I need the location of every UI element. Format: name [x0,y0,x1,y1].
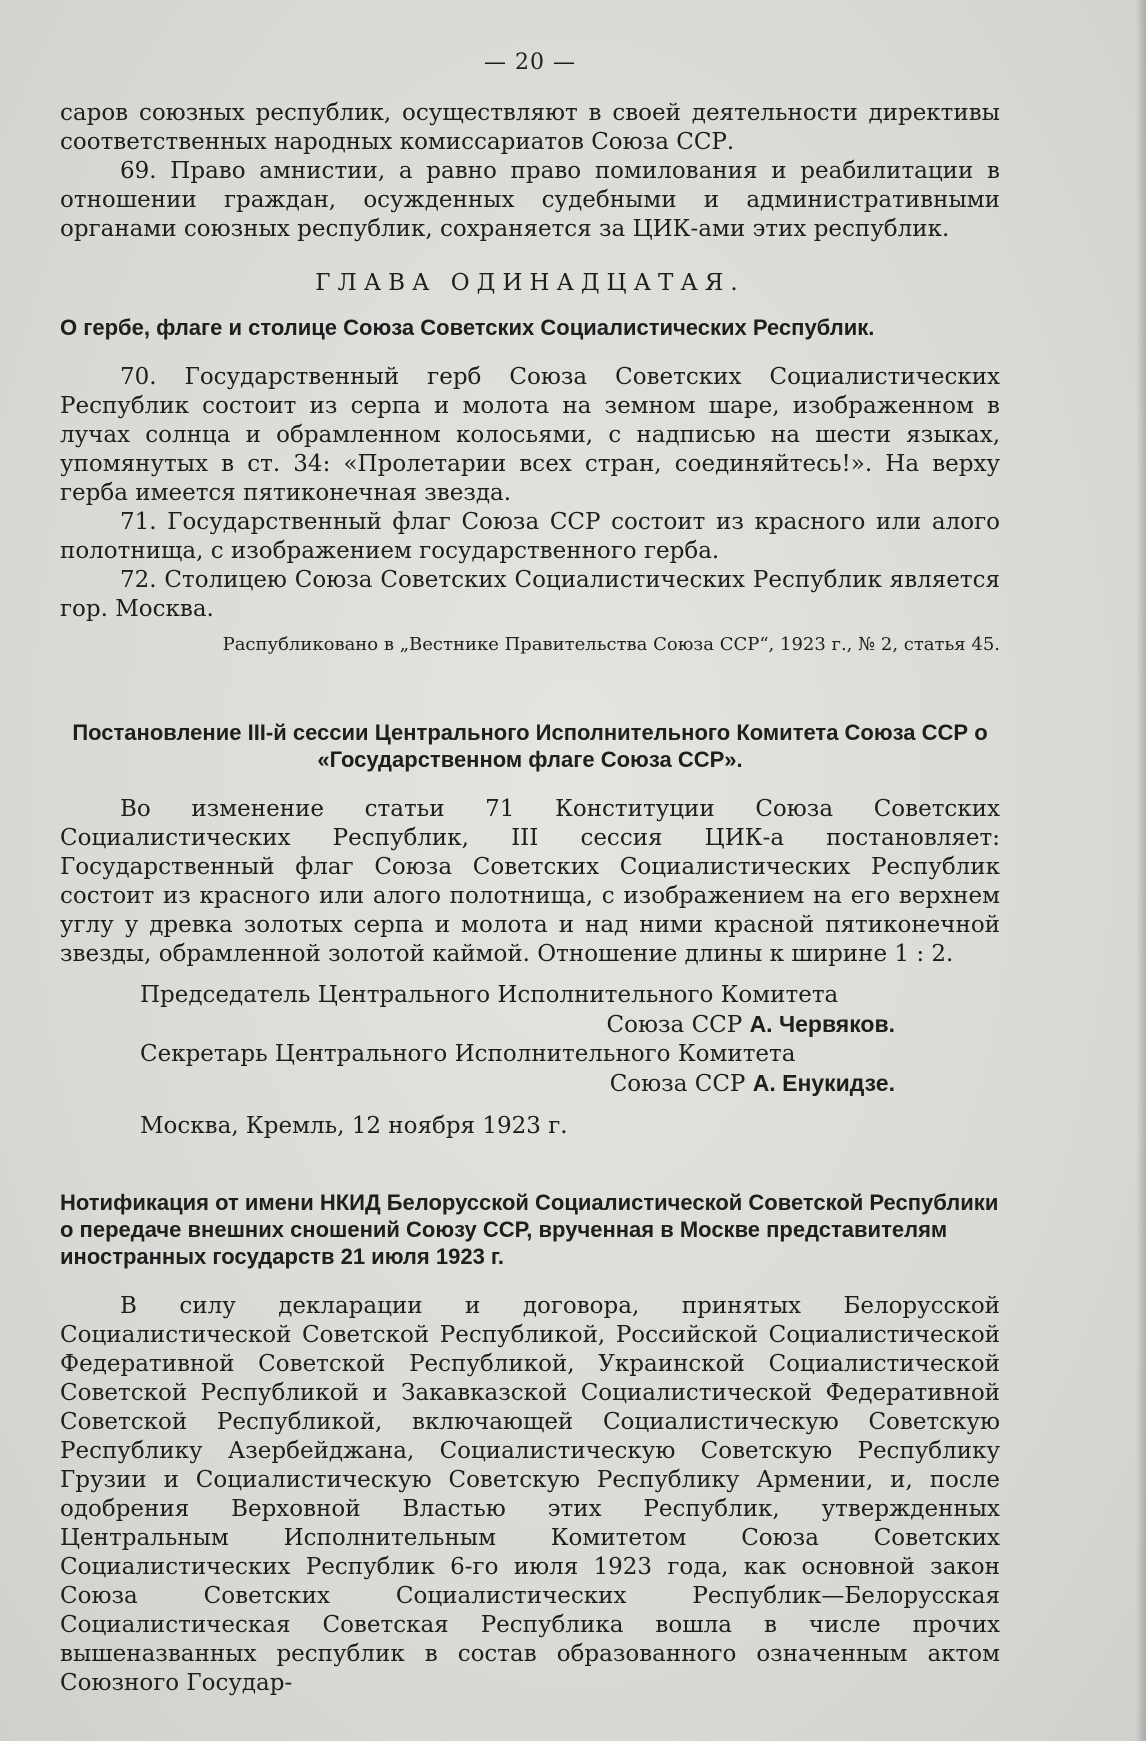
article-69: 69. Право амнистии, а равно право помилования и реабилитации в отношении граждан, осужденных судебными и административными органами союзных республик, сохраняется за ЦИК-ами этих республик. [60,158,1000,242]
signature-title: Председатель Центрального Исполнительного Комитета [140,982,839,1008]
signature-chairman [60,981,1000,1040]
notification-body: В силу декларации и договора, принятых Белорусской Социалистической Советской Республикой, Российской Социалистической Федеративной Советской Республикой, Украинской Социалистической Советской Республикой и Закавказской Социалистической Федеративной Советской Республикой, включающей Социалистическую Советскую Республику Азербейджана, Социалистическую Советскую Республику Грузии и Социалистическую Советскую Республику Армении, и, после одобрения Верховной Властью этих Республик, утвержденных Центральным Исполнительным Комитетом Союза Советских Социалистических Республик 6-го июля 1923 года, как основной закон Союза Советских Социалистических Республик—Белорусская Социалистическая Советская Республика вошла в числе прочих вышеназванных республик в состав образованного означенным актом Союзного Государ- [60,1293,1000,1696]
signature-secretary [60,1040,1000,1099]
section-gap [60,1139,1000,1179]
article-72: 72. Столицею Союза Советских Социалистических Республик является гор. Москва. [60,567,1000,622]
article-71: 71. Государственный флаг Союза ССР состоит из красного или алого полотнища, с изображением государственного герба. [60,509,1000,564]
intro-paragraph: саров союзных республик, осуществляют в своей деятельности директивы соответственных народных комиссариатов Союза ССР. [60,100,1000,155]
resolution-heading: Постановление III-й сессии Центрального Исполнительного Комитета Союза ССР о «Государственном флаге Союза ССР». [72,720,988,772]
resolution-body: Во изменение статьи 71 Конституции Союза Советских Социалистических Республик, III сессия ЦИК-а постановляет: Государственный флаг Союза Советских Социалистических Республик состоит из красного или алого полотнища, с изображением на его верхнем углу у древка золотых серпа и молота и над ними красной пятиконечной звезды, обрамленной золотой каймой. Отношение длины к ширине 1 : 2. [60,796,1000,967]
signature-org: Союза ССР [606,1012,743,1038]
page-content [60,50,1000,1698]
signature-gap [60,969,1000,981]
place-date: Москва, Кремль, 12 ноября 1923 г. [140,1113,568,1139]
source-note: Распубликовано в „Вестнике Правительства Союза ССР“, 1923 г., № 2, статья 45. [222,634,1000,655]
chapter-title: ГЛАВА ОДИНАДЦАТАЯ. [315,270,745,296]
article-70: 70. Государственный герб Союза Советских Социалистических Республик состоит из серпа и молота на земном шаре, изображенном в лучах солнца и обрамленном колосьями, с надписью на шести языках, упомянутых в ст. 34: «Пролетарии всех стран, соединяйтесь!». На верху герба имеется пятиконечная звезда. [60,364,1000,506]
signature-org-line [60,1069,1000,1099]
signature-title: Секретарь Центрального Исполнительного Комитета [140,1041,796,1067]
page-edge-shadow [1136,0,1146,1741]
page-number: — 20 — [484,50,576,75]
section-gap [60,655,1000,709]
chapter-heading: О гербе, флаге и столице Союза Советских Социалистических Республик. [60,315,875,340]
signature-org-line [60,1010,1000,1040]
signature-org: Союза ССР [609,1071,746,1097]
notification-heading: Нотификация от имени НКИД Белорусской Социалистической Советской Республики о передаче внешних сношений Союзу ССР, врученная в Москве представителям иностранных государств 21 июля 1923 г. [60,1190,999,1269]
signature-name: А. Енукидзе. [752,1070,895,1096]
signature-name: А. Червяков. [749,1011,895,1037]
